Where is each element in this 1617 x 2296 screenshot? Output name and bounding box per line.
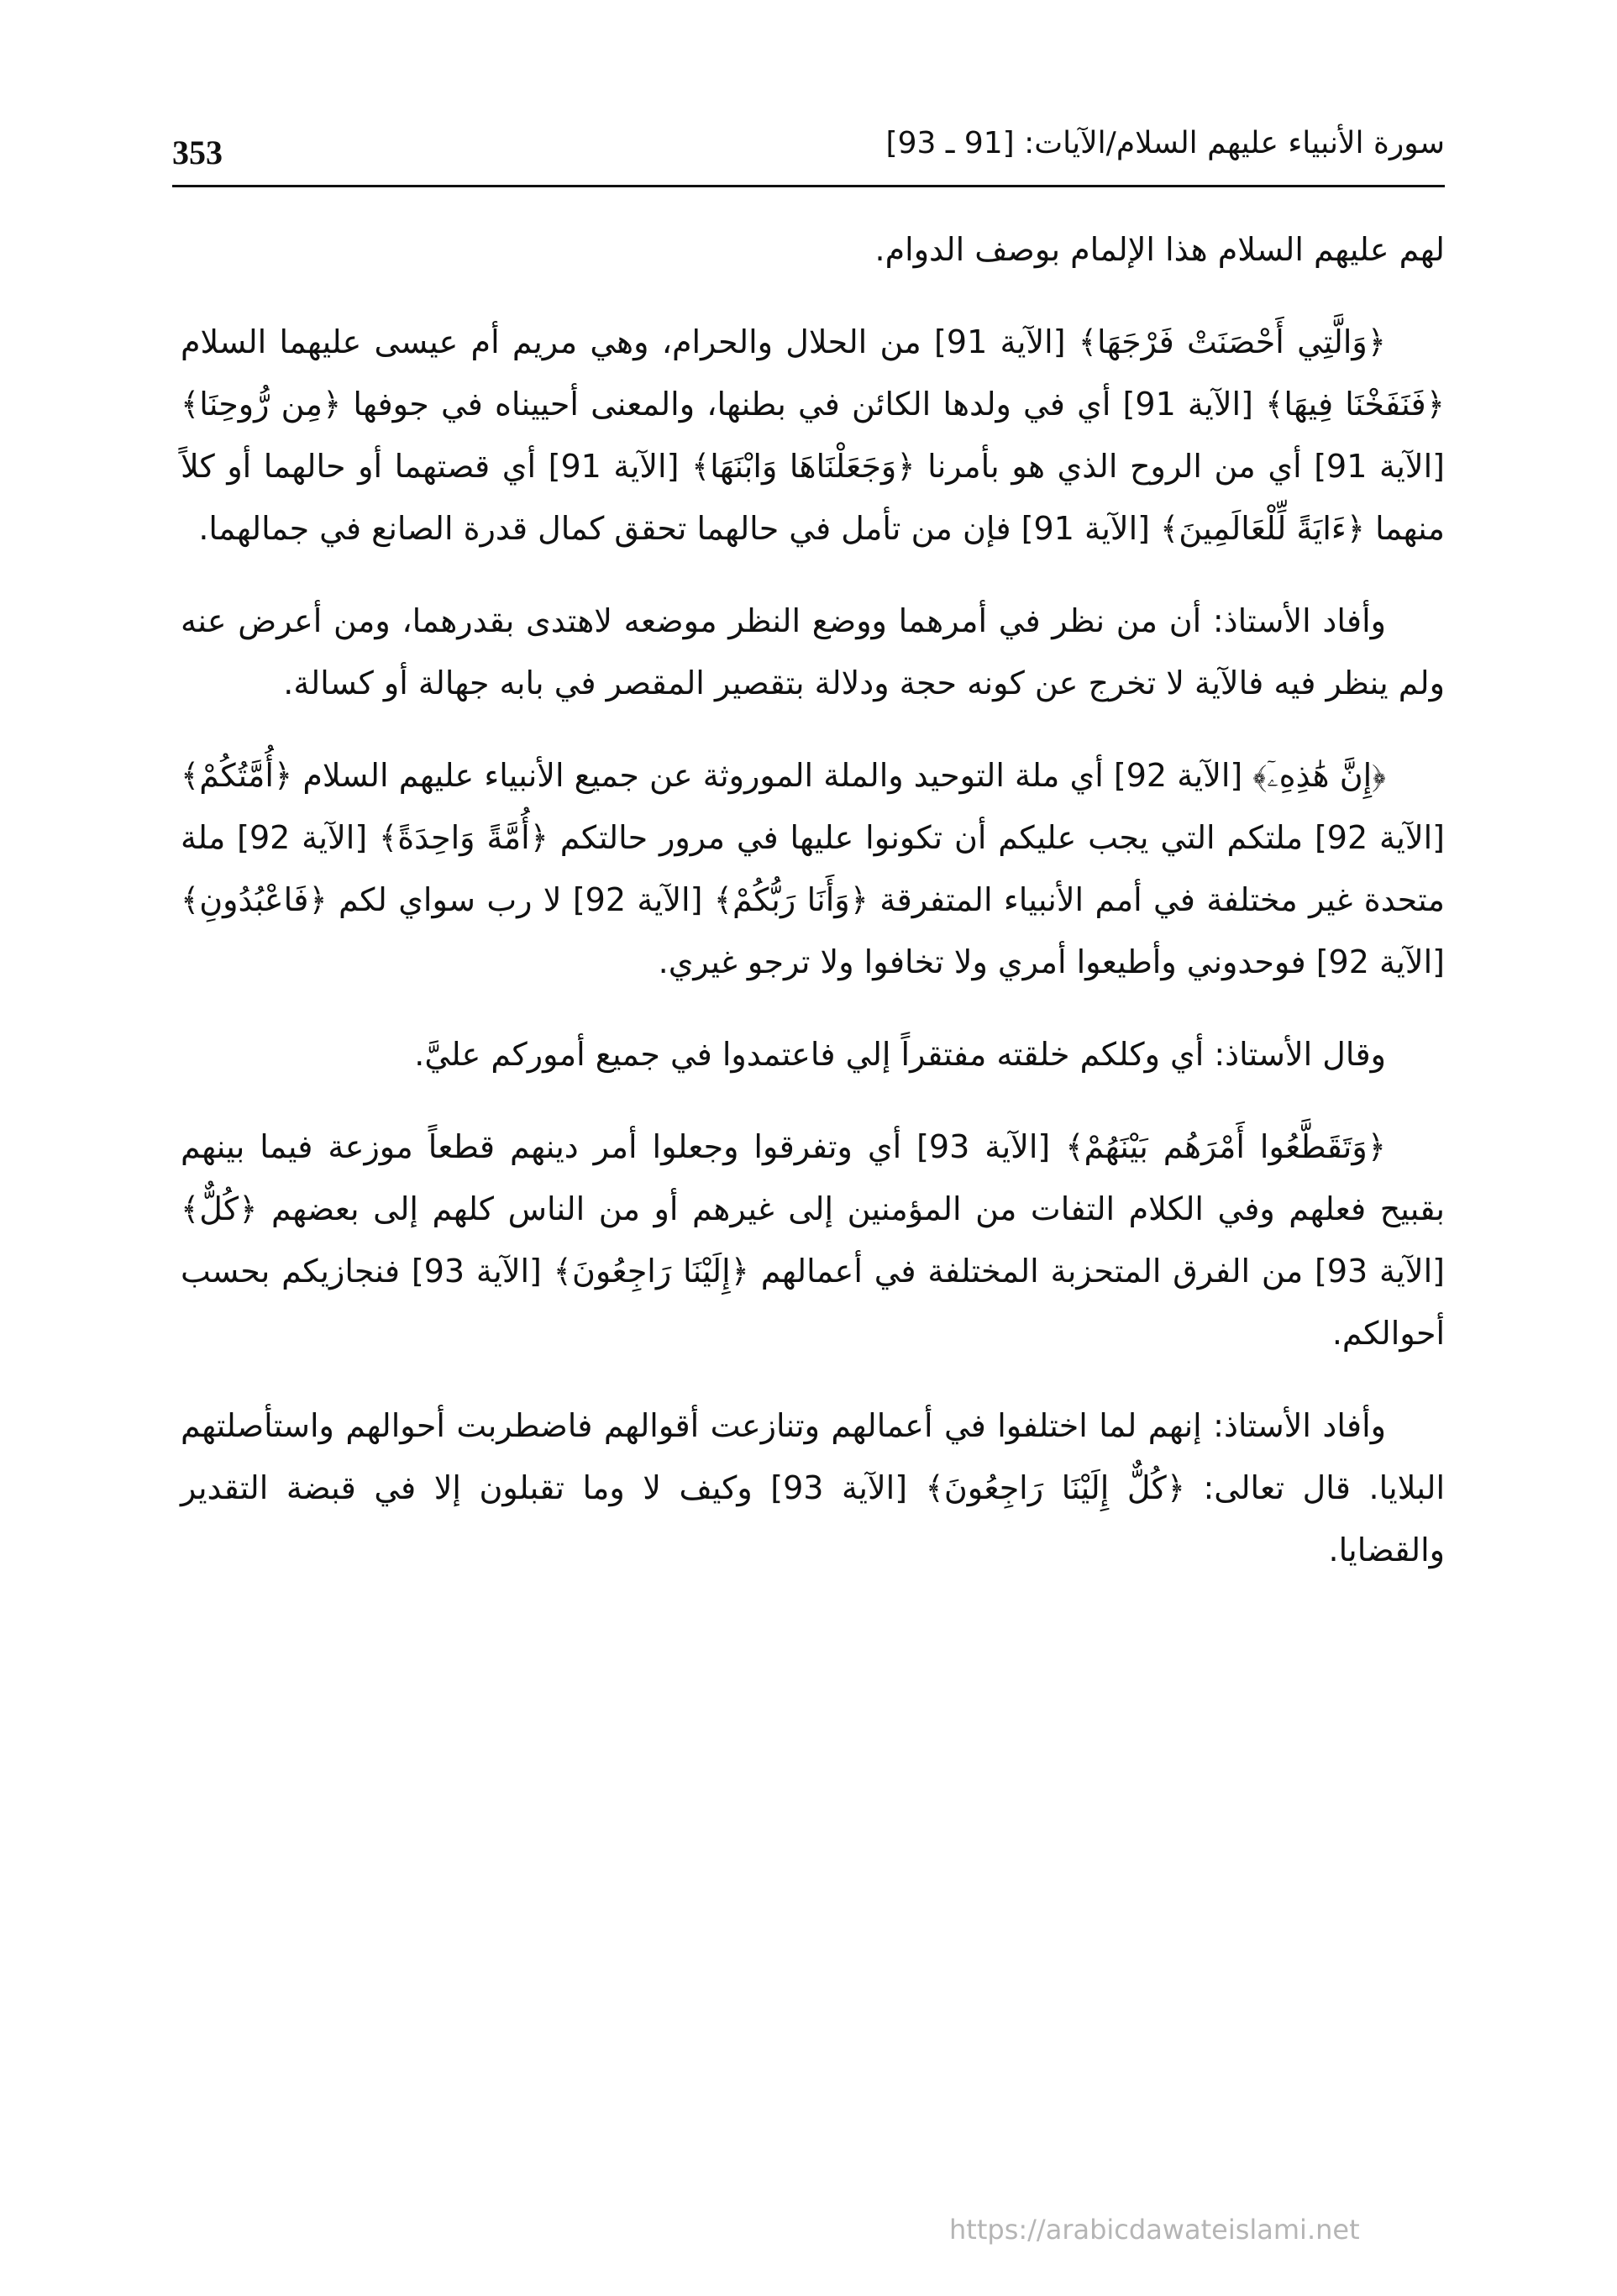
paragraph-7: وأفاد الأستاذ: إنهم لما اختلفوا في أعمالهم وتنازعت أقوالهم فاضطربت أحوالهم واستأصلتهم البلايا. قال تعالى: ﴿كُلٌّ إِلَيْنَا رَاجِعُونَ﴾ [الآية 93] وكيف لا وما تقبلون إلا في قبضة التقدير والقضايا. [181,1407,1445,1568]
paragraph-4: ﴿إِنَّ هَٰذِهِۦٓ﴾ [الآية 92] أي ملة التوحيد والملة الموروثة عن جميع الأنبياء عليهم السلام ﴿أُمَّتُكُمْ﴾ [الآية 92] ملتكم التي يجب عليكم أن تكونوا عليها في مرور حالتكم ﴿أُمَّةً وَاحِدَةً﴾ [الآية 92] ملة متحدة غير مختلفة في أمم الأنبياء المتفرقة ﴿وَأَنَا رَبُّكُمْ﴾ [الآية 92] لا رب سواي لكم ﴿فَاعْبُدُونِ﴾ [الآية 92] فوحدوني وأطيعوا أمري ولا تخافوا ولا ترجو غيري. [181,757,1445,980]
paragraph-5: وقال الأستاذ: أي وكلكم خلقته مفتقراً إلي فاعتمدوا في جميع أموركم عليَّ. [414,1036,1386,1073]
body-text [181,218,1445,1611]
watermark-url: https://arabicdawateislami.net [949,2214,1360,2246]
paragraph-2: ﴿وَالَّتِي أَحْصَنَتْ فَرْجَهَا﴾ [الآية 91] من الحلال والحرام، وهي مريم أم عيسى عليهما السلام ﴿فَنَفَخْنَا فِيهَا﴾ [الآية 91] أي في ولدها الكائن في بطنها، والمعنى أحييناه في جوفها ﴿مِن رُّوحِنَا﴾ [الآية 91] أي من الروح الذي هو بأمرنا ﴿وَجَعَلْنَاهَا وَابْنَهَا﴾ [الآية 91] أي قصتهما أو حالهما أو كلاً منهما ﴿ءَايَةً لِّلْعَالَمِينَ﴾ [الآية 91] فإن من تأمل في حالهما تحقق كمال قدرة الصانع في جمالهما. [181,323,1445,547]
page-number: 353 [172,134,223,171]
page-header [172,126,1445,187]
paragraph-6: ﴿وَتَقَطَّعُوا أَمْرَهُم بَيْنَهُمْ﴾ [الآية 93] أي وتفرقوا وجعلوا أمر دينهم قطعاً موزعة فيما بينهم بقبيح فعلهم وفي الكلام التفات من المؤمنين إلى غيرهم أو من الناس كلهم إلى بعضهم ﴿كُلٌّ﴾ [الآية 93] من الفرق المتحزبة المختلفة في أعمالهم ﴿إِلَيْنَا رَاجِعُونَ﴾ [الآية 93] فنجازيكم بحسب أحوالكم. [181,1128,1445,1352]
paragraph-1: لهم عليهم السلام هذا الإلمام بوصف الدوام. [874,231,1445,268]
paragraph-3: وأفاد الأستاذ: أن من نظر في أمرهما ووضع النظر موضعه لاهتدى بقدرهما، ومن أعرض عنه ولم ينظر فيه فالآية لا تخرج عن كونه حجة ودلالة بتقصير المقصر في بابه جهالة أو كسالة. [181,602,1445,701]
running-title: سورة الأنبياء عليهم السلام/الآيات: [91 ـ 93] [885,126,1445,160]
